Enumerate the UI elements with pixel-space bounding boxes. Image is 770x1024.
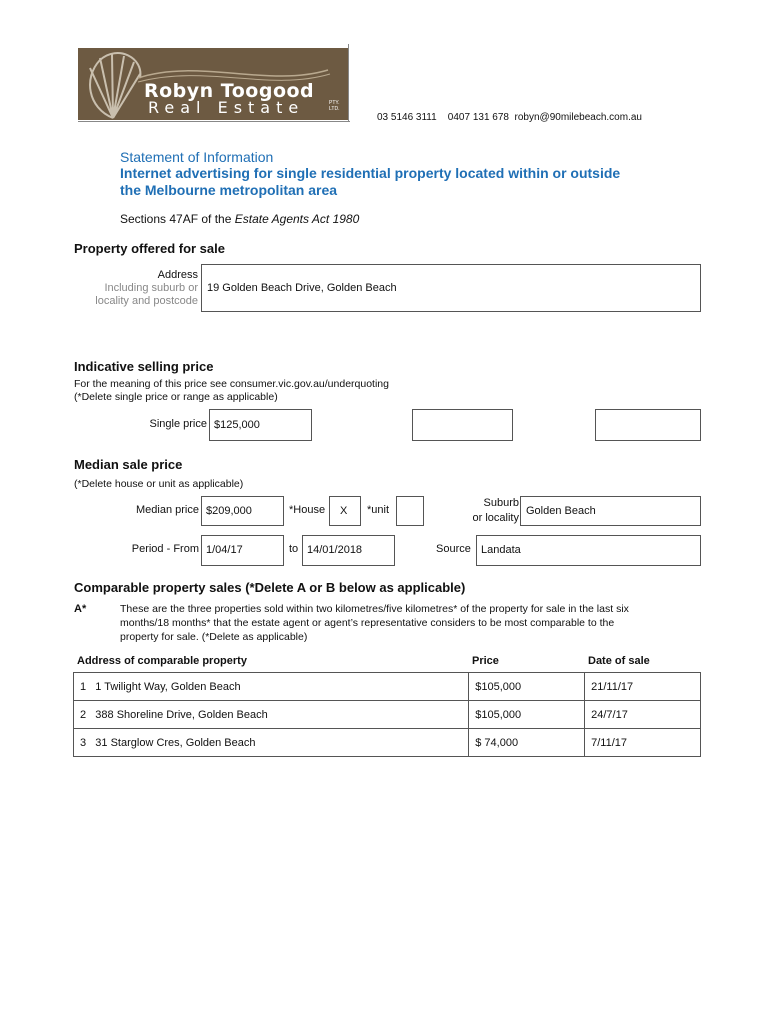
comp-date-cell[interactable] xyxy=(585,673,701,701)
act-prefix: Sections 47AF of the xyxy=(120,212,235,226)
indicative-note2: (*Delete single price or range as applicable) xyxy=(74,391,278,403)
unit-label: *unit xyxy=(367,504,390,516)
period-from-field[interactable] xyxy=(201,535,284,566)
house-label: *House xyxy=(289,504,326,516)
comp-address: 31 Starglow Cres, Golden Beach xyxy=(95,736,256,749)
single-price-label: Single price xyxy=(149,418,207,430)
source-label: Source xyxy=(436,543,471,555)
period-to-value: 14/01/2018 xyxy=(307,544,363,556)
suburb-label1: Suburb xyxy=(483,497,519,509)
comp-address-cell[interactable] xyxy=(74,729,469,757)
comp-date: 7/11/17 xyxy=(591,736,627,749)
to-label: to xyxy=(289,543,299,555)
company-logo xyxy=(78,48,348,120)
contact-details: 03 5146 3111 0407 131 678 robyn@90milebeach.com.au xyxy=(377,112,642,123)
source-value: Landata xyxy=(481,544,521,556)
address-sub1: Including suburb or xyxy=(104,282,198,294)
period-label: Period - From xyxy=(131,543,199,555)
range-from-field[interactable] xyxy=(412,409,513,441)
logo-name: Robyn Toogood xyxy=(144,80,315,102)
logo-underline xyxy=(78,121,350,122)
period-to-field[interactable] xyxy=(302,535,395,566)
house-mark: X xyxy=(340,505,348,517)
col-price-header: Price xyxy=(472,655,499,667)
table-row xyxy=(74,701,701,729)
logo-pty: PTY. LTD. xyxy=(329,100,340,112)
comparable-text2: months/18 months* that the estate agent or agent’s representative considers to be most comparable to the xyxy=(120,617,615,629)
comp-address: 388 Shoreline Drive, Golden Beach xyxy=(95,708,268,721)
range-to-field[interactable] xyxy=(595,409,701,441)
comp-price: $105,000 xyxy=(475,708,522,721)
comp-date: 21/11/17 xyxy=(591,680,634,693)
comp-date: 24/7/17 xyxy=(591,708,628,721)
table-row xyxy=(74,673,701,701)
comp-price-cell[interactable] xyxy=(469,729,585,757)
address-field[interactable] xyxy=(201,264,701,312)
comp-price-cell[interactable] xyxy=(469,701,585,729)
col-date-header: Date of sale xyxy=(588,655,650,667)
act-reference xyxy=(120,212,359,226)
unit-checkbox[interactable] xyxy=(396,496,424,526)
property-heading: Property offered for sale xyxy=(74,241,225,256)
period-from-value: 1/04/17 xyxy=(206,544,243,556)
indicative-heading: Indicative selling price xyxy=(74,359,214,374)
median-heading: Median sale price xyxy=(74,457,183,472)
comp-price: $105,000 xyxy=(475,680,522,693)
comp-price-cell[interactable] xyxy=(469,673,585,701)
table-row xyxy=(74,729,701,757)
source-field[interactable] xyxy=(476,535,701,566)
median-price-value: $209,000 xyxy=(206,505,252,517)
comp-date-cell[interactable] xyxy=(585,701,701,729)
doc-subtitle-line2: the Melbourne metropolitan area xyxy=(120,182,338,198)
comp-date-cell[interactable] xyxy=(585,729,701,757)
col-address-header: Address of comparable property xyxy=(77,655,247,667)
comp-address: 1 Twilight Way, Golden Beach xyxy=(95,680,241,693)
address-sub2: locality and postcode xyxy=(95,295,198,307)
row-number: 2 xyxy=(80,708,87,721)
single-price-field[interactable] xyxy=(209,409,312,441)
suburb-label2: or locality xyxy=(472,512,519,524)
row-number: 3 xyxy=(80,736,87,749)
suburb-field[interactable] xyxy=(520,496,701,526)
address-label: Address xyxy=(157,269,198,281)
comparable-table xyxy=(73,672,701,757)
indicative-note1: For the meaning of this price see consumer.vic.gov.au/underquoting xyxy=(74,378,389,390)
option-a-marker: A* xyxy=(74,603,87,615)
suburb-value: Golden Beach xyxy=(526,505,596,517)
single-price-value: $125,000 xyxy=(214,419,260,431)
logo-divider xyxy=(348,44,349,122)
act-name: Estate Agents Act 1980 xyxy=(234,212,360,226)
comparable-text3: property for sale. (*Delete as applicable) xyxy=(120,631,308,643)
comparable-heading: Comparable property sales (*Delete A or B below as applicable) xyxy=(74,580,466,595)
logo-subtitle: Real Estate xyxy=(148,98,305,117)
median-price-field[interactable] xyxy=(201,496,284,526)
doc-title: Statement of Information xyxy=(120,149,274,165)
comparable-text1: These are the three properties sold within two kilometres/five kilometres* of the property for sale in the last six xyxy=(120,603,629,615)
doc-subtitle-line1: Internet advertising for single residential property located within or outside xyxy=(120,165,621,181)
median-note: (*Delete house or unit as applicable) xyxy=(74,478,244,490)
address-value: 19 Golden Beach Drive, Golden Beach xyxy=(207,282,397,294)
row-number: 1 xyxy=(80,680,87,693)
comp-address-cell[interactable] xyxy=(74,673,469,701)
median-price-label: Median price xyxy=(136,504,199,516)
comp-address-cell[interactable] xyxy=(74,701,469,729)
comp-price: $ 74,000 xyxy=(475,736,519,749)
house-checkbox[interactable] xyxy=(329,496,361,526)
